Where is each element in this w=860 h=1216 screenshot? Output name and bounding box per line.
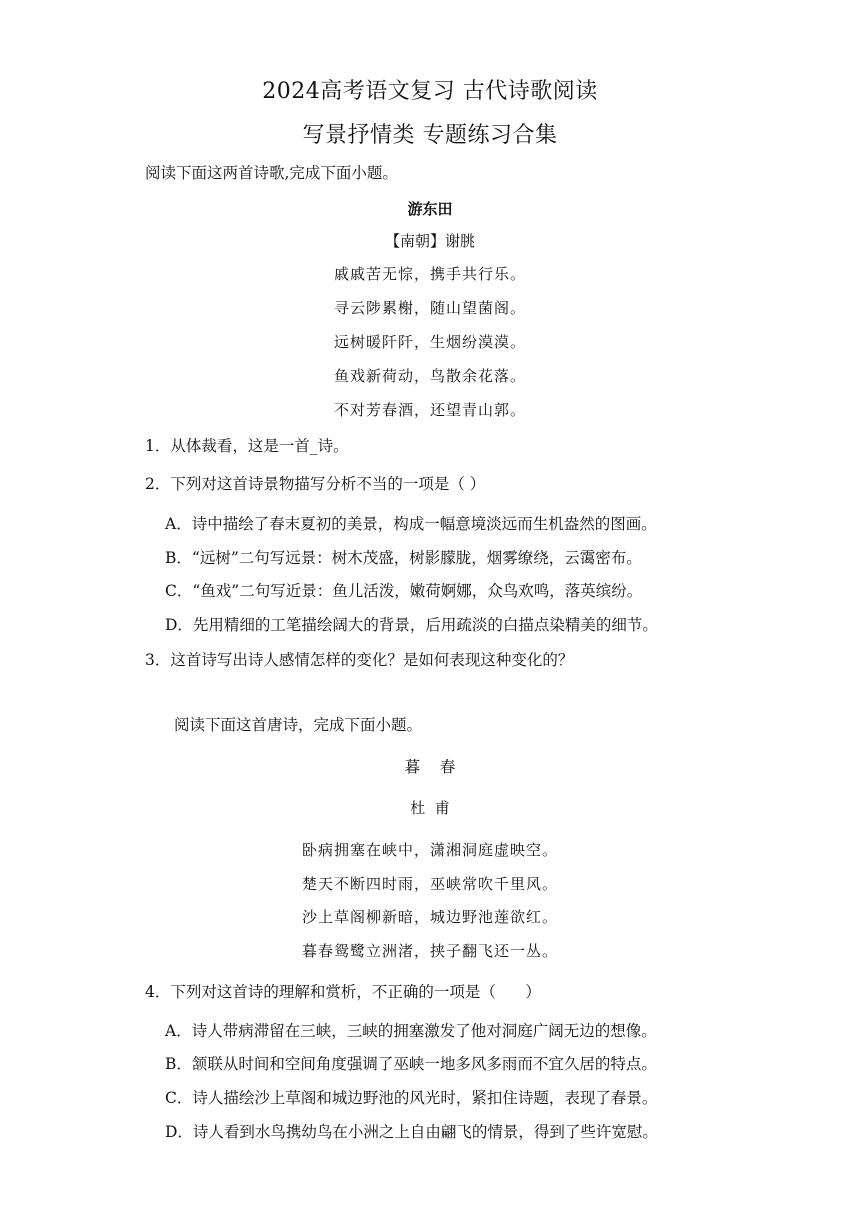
question-4-stem: 4．下列对这首诗的理解和赏析，不正确的一项是（ ） <box>145 983 541 1001</box>
question-2-option-c: C．“鱼戏”二句写近景：鱼儿活泼，嫩荷婀娜，众鸟欢鸣，落英缤纷。 <box>165 582 643 600</box>
question-4-option-c: C．诗人描绘沙上草阁和城边野池的风光时，紧扣住诗题，表现了春景。 <box>165 1089 658 1107</box>
poem1-line: 鱼戏新荷动，鸟散余花落。 <box>333 367 526 385</box>
poem1-line: 远树暖阡阡，生烟纷漠漠。 <box>333 333 526 351</box>
poem2-line: 楚天不断四时雨，巫峡常吹千里风。 <box>301 875 558 893</box>
document-subtitle: 写景抒情类 专题练习合集 <box>302 123 558 148</box>
poem2-author: 杜 甫 <box>410 799 450 817</box>
question-4-option-a: A．诗人带病滞留在三峡，三峡的拥塞激发了他对洞庭广阔无边的想像。 <box>165 1022 657 1040</box>
question-4-option-d: D．诗人看到水鸟携幼鸟在小洲之上自由翩飞的情景，得到了些许宽慰。 <box>165 1123 658 1141</box>
poem1-line: 不对芳春酒，还望青山郭。 <box>333 401 526 419</box>
question-1: 1．从体裁看，这是一首_诗。 <box>145 437 349 455</box>
poem1-line: 戚戚苦无悰，携手共行乐。 <box>333 265 526 283</box>
poem2-line: 暮春鸳鹭立洲渚，挟子翻飞还一丛。 <box>301 942 558 960</box>
poem2-line: 卧病拥塞在峡中，潇湘洞庭虚映空。 <box>301 841 558 859</box>
poem1-title: 游东田 <box>407 200 453 218</box>
question-2-option-a: A．诗中描绘了春末夏初的美景，构成一幅意境淡远而生机盎然的图画。 <box>165 515 657 533</box>
section1-intro: 阅读下面这两首诗歌,完成下面小题。 <box>145 164 398 182</box>
question-3: 3．这首诗写出诗人感情怎样的变化？是如何表现这种变化的？ <box>145 651 574 669</box>
section2-intro: 阅读下面这首唐诗，完成下面小题。 <box>174 716 423 734</box>
poem2-title: 暮 春 <box>404 758 456 776</box>
poem2-line: 沙上草阁柳新暗，城边野池莲欲红。 <box>301 908 558 926</box>
question-2-option-b: B．“远树”二句写远景：树木茂盛，树影朦胧，烟雾缭绕，云霭密布。 <box>165 549 642 567</box>
question-2-stem: 2．下列对这首诗景物描写分析不当的一项是（ ） <box>145 475 486 493</box>
document-title: 2024高考语文复习 古代诗歌阅读 <box>262 79 598 104</box>
poem1-author: 【南朝】谢朓 <box>384 232 475 250</box>
poem1-line: 寻云陟累榭，随山望菌阁。 <box>333 299 526 317</box>
question-2-option-d: D．先用精细的工笔描绘阔大的背景，后用疏淡的白描点染精美的细节。 <box>165 616 658 634</box>
question-4-option-b: B．颔联从时间和空间角度强调了巫峡一地多风多雨而不宜久居的特点。 <box>165 1055 657 1073</box>
